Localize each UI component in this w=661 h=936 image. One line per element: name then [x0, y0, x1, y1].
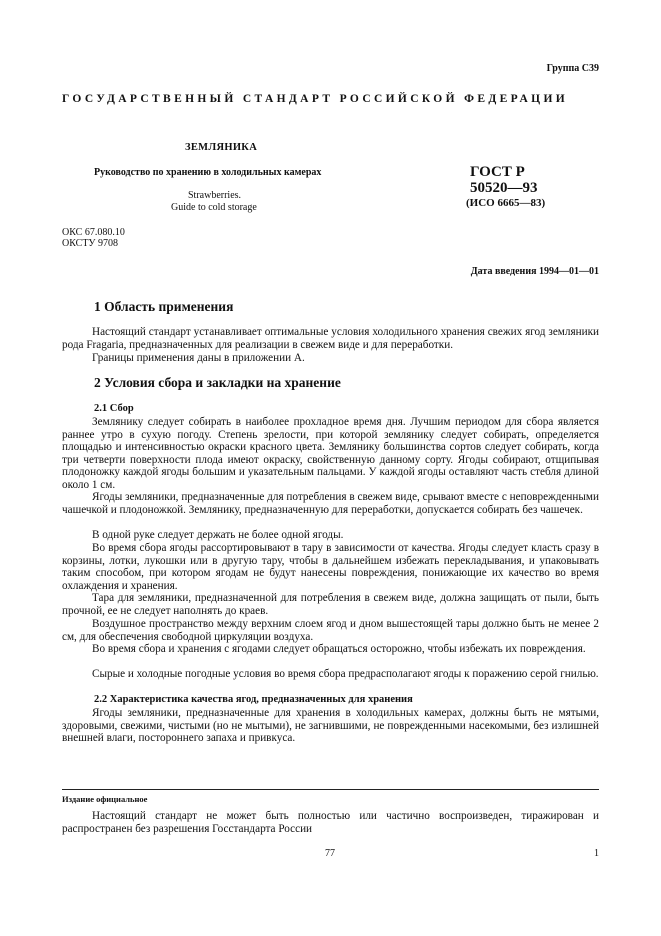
state-standard-title: ГОСУДАРСТВЕННЫЙ СТАНДАРТ РОССИЙСКОЙ ФЕДЕРАЦИИ	[62, 93, 569, 105]
page-number: 77	[325, 848, 335, 859]
section-2-1-paragraph-1: Землянику следует собирать в наиболее прохладное время дня. Лучшим периодом для сбора является раннее утро в сухую погоду. Степень зрелости, при которой землянику следует собирать, определяется площадью и интенсивностью окраски красного цвета. Землянику большинства сортов следует собирать, когда три четверти поверхности плода имеют окраску, свойственную данному сорту. Ягоды собирают, отщипывая плодоножку каждой ягоды большим и указательным пальцами. У каждой ягоды оставляют часть стебля длиной около 1 см.	[62, 416, 599, 491]
gost-label: ГОСТ Р	[470, 164, 525, 180]
group-code: Группа С39	[546, 63, 599, 74]
section-2-1-paragraph-6: Воздушное пространство между верхним слоем ягод и дном вышестоящей тары должно быть не менее 2 см, для обеспечения свободной циркуляции воздуха.	[62, 618, 599, 643]
iso-reference: (ИСО 6665—83)	[466, 197, 546, 209]
section-2-1-paragraph-3: В одной руке следует держать не более одной ягоды.	[92, 529, 344, 541]
section-2-1-paragraph-2: Ягоды земляники, предназначенные для потребления в свежем виде, срывают вместе с неповрежденными чашечкой и плодоножкой. Землянику, предназначенную для переработки, допускается собирать без чашечек.	[62, 491, 599, 516]
section-1-paragraph-1: Настоящий стандарт устанавливает оптимальные условия холодильного хранения свежих ягод земляники рода Fragaria, предназначенных для реализации в свежем виде и для переработки.	[62, 326, 599, 351]
section-2-1-paragraph-8: Сырые и холодные погодные условия во время сбора предрасполагают ягоды к поражению серой гнилью.	[92, 668, 599, 680]
sheet-number: 1	[594, 848, 599, 859]
section-2-1-paragraph-7: Во время сбора и хранения с ягодами следует обращаться осторожно, чтобы избежать их повреждения.	[92, 643, 586, 655]
effective-date: Дата введения 1994—01—01	[470, 266, 599, 277]
english-title-line1: Strawberries.	[188, 190, 242, 201]
footer-divider	[62, 789, 599, 790]
section-1-paragraph-2: Границы применения даны в приложении А.	[92, 352, 305, 364]
section-2-1-paragraph-4: Во время сбора ягоды рассортировывают в тару в зависимости от качества. Ягоды следует класть сразу в корзины, лотки, лукошки или в другую тару, чтобы в дальнейшем избежать перекладывания, и упаковывать таким способом, при котором ягодам не будут нанесены повреждения, понижающие их качество во время охлаждения и хранения.	[62, 542, 599, 592]
section-2-1-paragraph-5: Тара для земляники, предназначенной для потребления в свежем виде, должна защищать от пыли, быть прочной, ее не следует наполнять до краев.	[62, 592, 599, 617]
copyright-notice: Настоящий стандарт не может быть полностью или частично воспроизведен, тиражирован и распространен без разрешения Госстандарта России	[62, 810, 599, 835]
subsection-2-2-heading: 2.2 Характеристика качества ягод, предназначенных для хранения	[94, 694, 413, 705]
section-2-heading: 2 Условия сбора и закладки на хранение	[94, 375, 341, 390]
subsection-2-1-heading: 2.1 Сбор	[94, 403, 134, 414]
english-title-line2: Guide to cold storage	[171, 202, 257, 213]
standard-subtitle: Руководство по хранению в холодильных камерах	[94, 167, 322, 178]
okstu-code: ОКСТУ 9708	[62, 238, 119, 249]
section-1-heading: 1 Область применения	[94, 299, 234, 314]
section-2-2-paragraph-1: Ягоды земляники, предназначенные для хранения в холодильных камерах, должны быть не мятыми, здоровыми, свежими, чистыми (но не мытыми), не загнившими, не поврежденными насекомыми, без излишней внешней влаги, постороннего запаха и привкуса.	[62, 707, 599, 745]
gost-number: 50520—93	[470, 180, 538, 196]
standard-name: ЗЕМЛЯНИКА	[185, 142, 258, 153]
okc-code: ОКС 67.080.10	[62, 227, 125, 238]
official-edition-label: Издание официальное	[62, 794, 148, 804]
